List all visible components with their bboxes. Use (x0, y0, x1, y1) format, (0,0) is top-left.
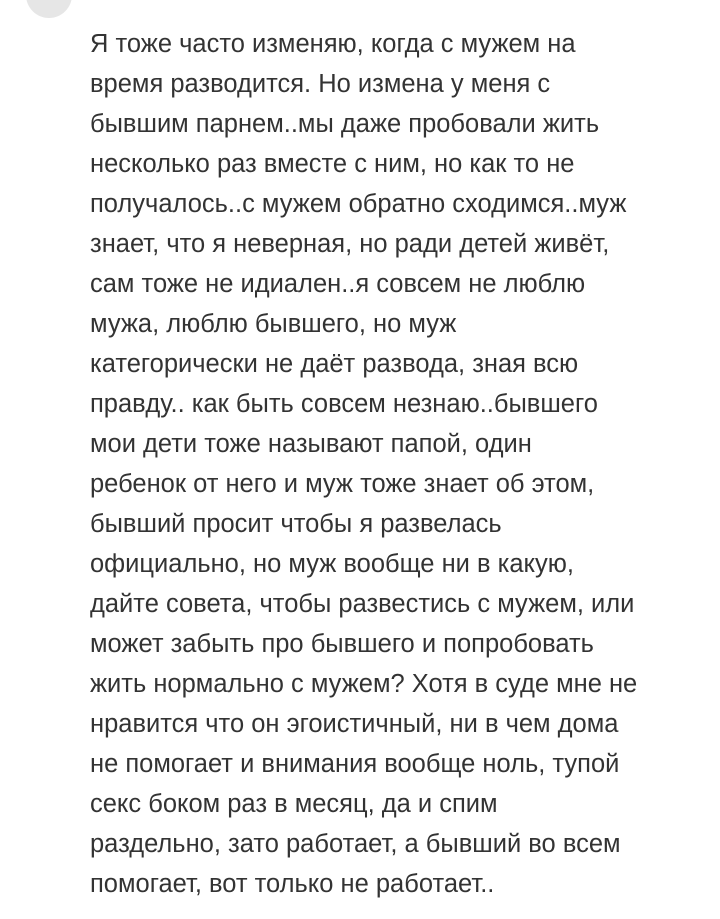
comment-line: несколько раз вместе с ним, но как то не (90, 150, 575, 178)
comment-line: официально, но муж вообще ни в какую, (90, 550, 574, 578)
comment-line: категорически не даёт развода, зная всю (90, 350, 579, 378)
comment-line: нравится что он эгоистичный, ни в чем дома (90, 710, 619, 738)
comment-line: ребенок от него и муж тоже знает об этом, (90, 470, 595, 498)
comment-line: знает, что я неверная, но ради детей живёт, (90, 230, 610, 258)
comment-line: правду.. как быть совсем незнаю..бывшего (90, 390, 598, 418)
comment-line: сам тоже не идиален..я совсем не люблю (90, 270, 586, 298)
comment-line: бывший просит чтобы я развелась (90, 510, 502, 538)
comment-line: может забыть про бывшего и попробовать (90, 630, 594, 658)
comment-line: раздельно, зато работает, а бывший во всем (90, 830, 621, 858)
comment-line: мои дети тоже называют папой, один (90, 430, 532, 458)
comment-line: получалось..с мужем обратно сходимся..муж (90, 190, 627, 218)
comment-line: мужа, люблю бывшего, но муж (90, 310, 457, 338)
comment-line: Я тоже часто изменяю, когда с мужем на (90, 30, 576, 58)
comment-line: дайте совета, чтобы развестись с мужем, или (90, 590, 635, 618)
comment-line: жить нормально с мужем? Хотя в суде мне не (90, 670, 638, 698)
comment-line: помогает, вот только не работает.. (90, 870, 495, 898)
comment-line: секс боком раз в месяц, да и спим (90, 790, 498, 818)
avatar[interactable] (26, 0, 72, 18)
comment-line: бывшим парнем..мы даже пробовали жить (90, 110, 600, 138)
comment-line: время разводится. Но измена у меня с (90, 70, 551, 98)
comment-line: не помогает и внимания вообще ноль, тупой (90, 750, 620, 778)
comment-text (90, 24, 710, 904)
